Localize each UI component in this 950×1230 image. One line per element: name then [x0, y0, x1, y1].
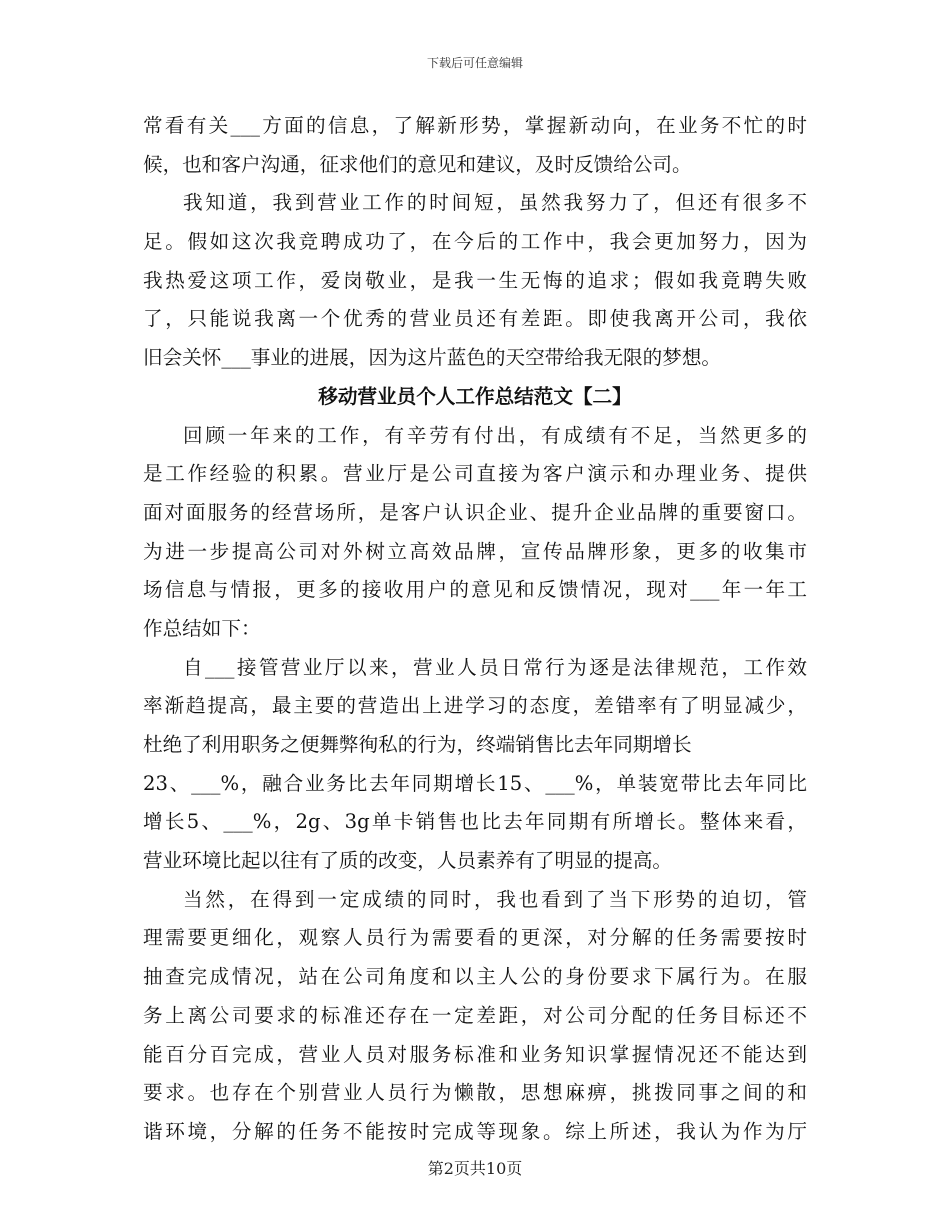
body-line: 当然，在得到一定成绩的同时，我也看到了当下形势的迫切，管	[183, 887, 807, 911]
body-line: 务上离公司要求的标准还存在一定差距，对公司分配的任务目标还不	[143, 1003, 807, 1027]
section-heading: 移动营业员个人工作总结范文【二】	[318, 384, 632, 408]
body-line: 增长5、___%，2g、3g单卡销售也比去年同期有所增长。整体来看，	[143, 810, 807, 834]
body-line: 要求。也存在个别营业人员行为懒散，思想麻痹，挑拨同事之间的和	[143, 1081, 807, 1105]
body-line: 营业环境比起以往有了质的改变，人员素养有了明显的提高。	[143, 849, 673, 873]
body-line: 抽查完成情况，站在公司角度和以主人公的身份要求下属行为。在服	[143, 965, 807, 989]
body-line: 常看有关___方面的信息，了解新形势，掌握新动向，在业务不忙的时	[143, 114, 807, 137]
body-line: 足。假如这次我竞聘成功了，在今后的工作中，我会更加努力，因为	[143, 230, 807, 254]
body-line: 旧会关怀___事业的进展，因为这片蓝色的天空带给我无限的梦想。	[143, 346, 722, 370]
body-line: 理需要更细化，观察人员行为需要看的更深，对分解的任务需要按时	[143, 926, 807, 950]
body-line: 我知道，我到营业工作的时间短，虽然我努力了，但还有很多不	[183, 191, 807, 215]
body-line: 场信息与情报，更多的接收用户的意见和反馈情况，现对___年一年工	[143, 578, 807, 602]
body-line: 自___接管营业厅以来，营业人员日常行为逐是法律规范，工作效	[183, 655, 807, 679]
body-line: 了，只能说我离一个优秀的营业员还有差距。即使我离开公司，我依	[143, 307, 807, 331]
body-line: 能百分百完成，营业人员对服务标准和业务知识掌握情况还不能达到	[143, 1042, 807, 1066]
page-header: 下载后可任意编辑	[426, 56, 523, 70]
page-footer: 第2页共10页	[427, 1159, 523, 1178]
body-line: 杜绝了利用职务之便舞弊徇私的行为，终端销售比去年同期增长	[143, 733, 692, 756]
body-line: 为进一步提高公司对外树立高效品牌，宣传品牌形象，更多的收集市	[143, 539, 807, 563]
body-line: 回顾一年来的工作，有辛劳有付出，有成绩有不足，当然更多的	[183, 423, 807, 447]
body-line: 候，也和客户沟通，征求他们的意见和建议，及时反馈给公司。	[143, 152, 692, 176]
body-line: 我热爱这项工作，爱岗敬业，是我一生无悔的追求；假如我竟聘失败	[143, 268, 807, 292]
body-line: 面对面服务的经营场所，是客户认识企业、提升企业品牌的重要窗口。	[143, 500, 807, 524]
document-body	[143, 107, 807, 1152]
body-line: 23、___%，融合业务比去年同期增长15、___%，单装宽带比去年同比	[143, 771, 807, 795]
body-line: 率渐趋提高，最主要的营造出上进学习的态度，差错率有了明显减少，	[143, 694, 807, 718]
body-line: 谐环境，分解的任务不能按时完成等现象。综上所述，我认为作为厅	[143, 1119, 807, 1143]
body-line: 是工作经验的积累。营业厅是公司直接为客户演示和办理业务、提供	[143, 462, 807, 486]
body-line: 作总结如下：	[143, 616, 261, 640]
